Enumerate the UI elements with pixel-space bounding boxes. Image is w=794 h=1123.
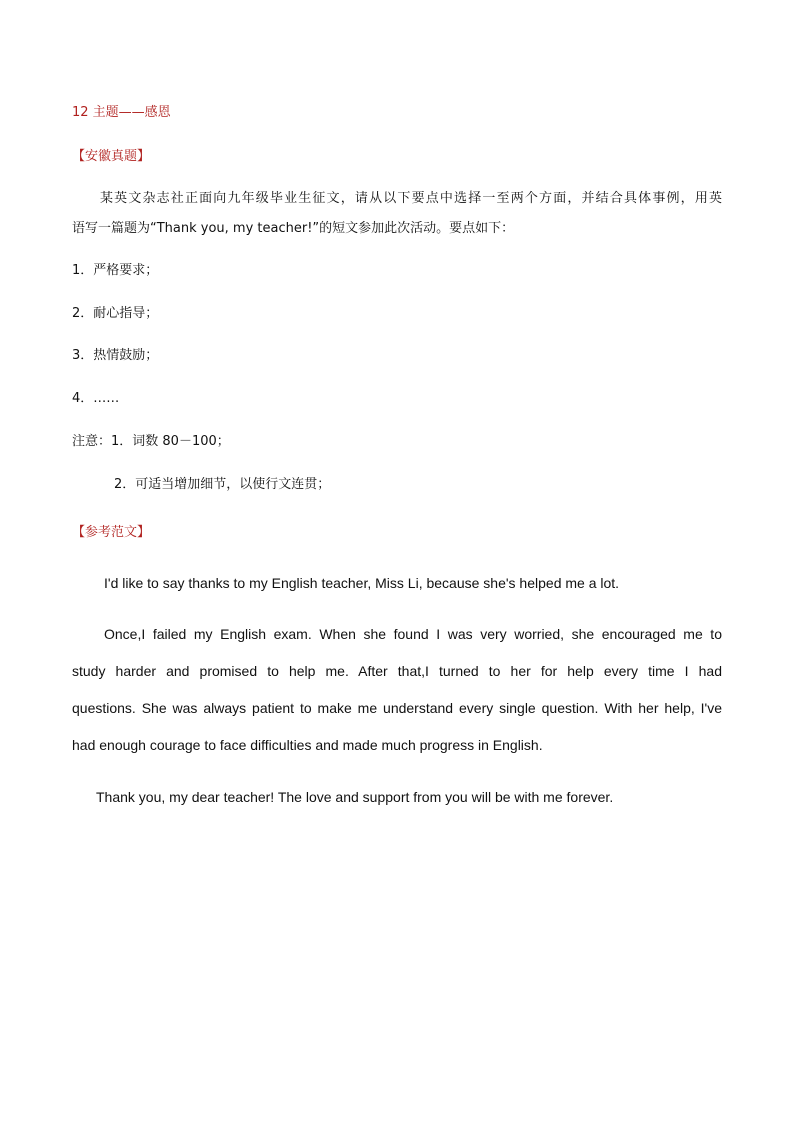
- prompt-line-2: 语写一篇题为“Thank you, my teacher!”的短文参加此次活动。要点如下：: [72, 221, 515, 236]
- sample-paragraph-2-line-4: had enough courage to face difficulties and made much progress in English.: [72, 737, 543, 753]
- sample-paragraph-1: I'd like to say thanks to my English teacher, Miss Li, because she's helped me a lot.: [104, 575, 620, 591]
- prompt-line-1: 某英文杂志社正面向九年级毕业生征文，请从以下要点中选择一至两个方面，并结合具体事例，用英: [100, 191, 722, 206]
- sample-paragraph-2-line-3: questions. She was always patient to make me understand every single question. With her help, I've: [72, 700, 722, 716]
- point-item-4: 4．……: [72, 391, 120, 406]
- point-item-1: 1．严格要求；: [72, 263, 159, 278]
- note-line-1: 注意：1．词数 80－100；: [72, 434, 230, 449]
- point-item-3: 3．热情鼓励；: [72, 348, 159, 363]
- doc-title: 12 主题——感恩: [72, 105, 171, 120]
- note-line-2: 2．可适当增加细节，以使行文连贯；: [114, 477, 331, 492]
- point-item-2: 2．耐心指导；: [72, 306, 159, 321]
- sample-paragraph-2-line-1: Once,I failed my English exam. When she found I was very worried, she encouraged me to: [104, 626, 722, 642]
- sample-paragraph-2-line-2: study harder and promised to help me. After that,I turned to her for help every time I had: [72, 663, 722, 679]
- section-heading-exam: 【安徽真题】: [72, 149, 151, 164]
- section-heading-sample: 【参考范文】: [72, 525, 151, 540]
- sample-paragraph-3: Thank you, my dear teacher! The love and support from you will be with me forever.: [96, 789, 614, 805]
